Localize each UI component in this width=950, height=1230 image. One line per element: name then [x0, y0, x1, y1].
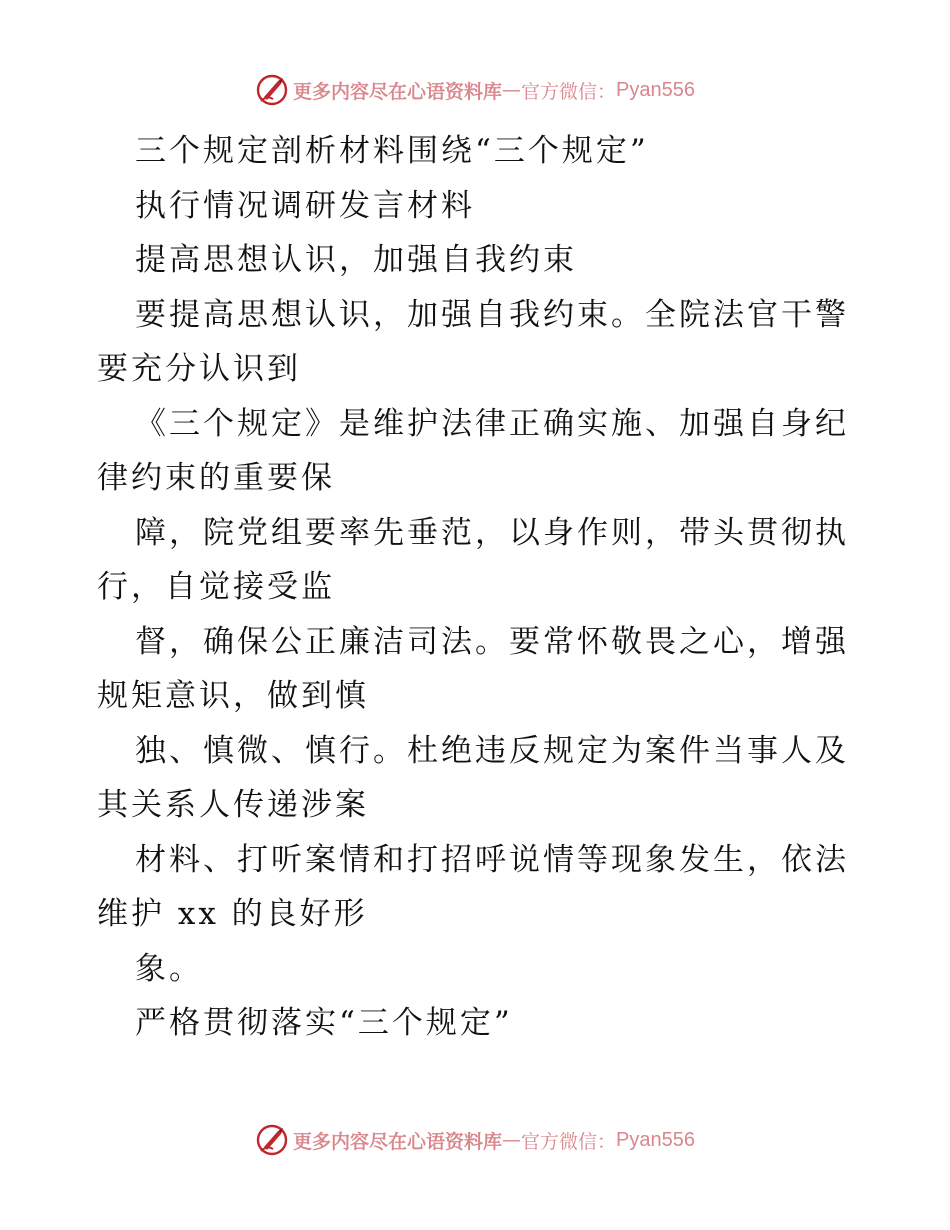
- body-line: 《三个规定》是维护法律正确实施、加强自身纪: [135, 405, 849, 442]
- body-line: 独、慎微、慎行。杜绝违反规定为案件当事人及: [135, 732, 849, 769]
- quill-logo-icon: [255, 73, 289, 107]
- body-line: 执行情况调研发言材料: [135, 187, 475, 224]
- document-body: [97, 124, 857, 1051]
- body-line: 材料、打听案情和打招呼说情等现象发生，依法: [135, 841, 849, 878]
- banner-wechat-label: 官方微信：: [521, 1130, 617, 1153]
- body-line: 行，自觉接受监: [97, 569, 335, 605]
- header-banner: [0, 70, 950, 110]
- body-line: 督，确保公正廉洁司法。要常怀敬畏之心，增强: [135, 623, 849, 660]
- body-line: 象。: [135, 950, 203, 987]
- footer-banner: [0, 1120, 950, 1160]
- body-line: 障，院党组要率先垂范，以身作则，带头贯彻执: [135, 514, 849, 551]
- body-line: 要充分认识到: [97, 351, 301, 387]
- body-line: 三个规定剖析材料围绕“三个规定”: [135, 133, 649, 169]
- banner-slogan: 更多内容尽在心语资料库: [293, 80, 503, 103]
- banner-separator: —: [502, 1129, 522, 1151]
- banner-wechat-id: Pyan556: [616, 78, 695, 101]
- body-line: 律约束的重要保: [97, 460, 335, 496]
- banner-wechat-id: Pyan556: [616, 1128, 695, 1151]
- body-line: 维护 xx 的良好形: [97, 896, 368, 932]
- body-line: 规矩意识，做到慎: [97, 678, 369, 714]
- banner-wechat-label: 官方微信：: [521, 80, 617, 103]
- body-line: 提高思想认识，加强自我约束: [135, 242, 577, 278]
- body-line: 要提高思想认识，加强自我约束。全院法官干警: [135, 296, 849, 333]
- banner-slogan: 更多内容尽在心语资料库: [293, 1130, 503, 1153]
- quill-logo-icon: [255, 1123, 289, 1157]
- body-line: 严格贯彻落实“三个规定”: [135, 1005, 513, 1041]
- body-line: 其关系人传递涉案: [97, 787, 369, 823]
- banner-separator: —: [502, 79, 522, 101]
